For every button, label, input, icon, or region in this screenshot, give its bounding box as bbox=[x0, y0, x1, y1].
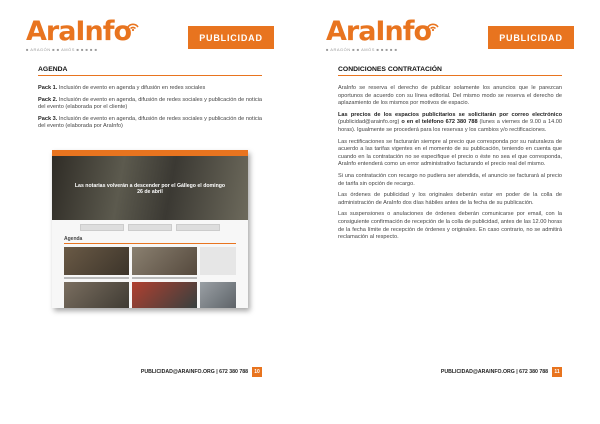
logo-text: AraInfo bbox=[326, 16, 431, 47]
agenda-card bbox=[200, 247, 236, 279]
pack-item: Pack 3. Inclusión de evento en agenda, difusión de redes sociales y publicación de noticia del evento (elaborada por AraInfo) bbox=[38, 115, 262, 130]
paragraph: Si una contratación con recargo no pudiera ser atendida, el anuncio se facturará al precio de tarifa sin opción de recargo. bbox=[338, 172, 562, 187]
agenda-grid bbox=[52, 247, 248, 308]
banner-row bbox=[52, 220, 248, 235]
agenda-website-screenshot bbox=[52, 150, 248, 308]
event-image bbox=[200, 247, 236, 275]
publicidad-label: PUBLICIDAD bbox=[488, 26, 574, 49]
conditions-text bbox=[338, 85, 562, 246]
event-image bbox=[64, 247, 129, 275]
event-image bbox=[132, 282, 197, 308]
page-header bbox=[26, 18, 274, 54]
pack-item: Pack 2. Inclusión de evento en agenda, difusión de redes sociales y publicación de noticia del evento (elaborada por el cliente) bbox=[38, 96, 262, 111]
agenda-card bbox=[200, 282, 236, 308]
arainfo-logo bbox=[326, 18, 431, 54]
banner bbox=[128, 224, 172, 231]
section-title-agenda: AGENDA bbox=[38, 66, 262, 76]
paragraph: Las rectificaciones se facturarán siempre al precio que corresponda por su naturaleza de acuerdo a las tarifas vigentes en el momento de su publicación, teniendo en cuenta que cuando en la contratación no se especifique el precio o éste no sea el que corresponda, AraInfo entenderá como un error administrativo facturando el precio real del mismo. bbox=[338, 138, 562, 168]
paragraph: AraInfo se reserva el derecho de publicar solamente los anuncios que le parezcan oportunos de acuerdo con su línea editorial. Del mismo modo se reserva el derecho de aplazamiento de los mismos por motivos de espacio. bbox=[338, 85, 562, 107]
banner bbox=[176, 224, 220, 231]
packs-list bbox=[38, 85, 262, 135]
section-title-conditions: CONDICIONES CONTRATACIÓN bbox=[338, 66, 562, 76]
agenda-card bbox=[132, 282, 197, 308]
event-image bbox=[64, 282, 129, 308]
logo-text: AraInfo bbox=[26, 16, 131, 47]
page-footer bbox=[441, 367, 562, 377]
hero-headline: Las notarias volverán a descender por el Gállego el domingo 26 de abril bbox=[74, 183, 226, 196]
footer-contact: PUBLICIDAD@ARAINFO.ORG | 672 380 788 bbox=[140, 369, 248, 375]
website-hero-image bbox=[52, 156, 248, 220]
logo-subtitle: ■ ARAGÓN ■ ■ AMÓS ■ ■ ■ ■ ■ bbox=[326, 47, 398, 52]
price-paragraph: Las precios de los espacios publicitarios se solicitarán por correo electrónico (publicidad@arainfo.org) o en el teléfono 672 380 788 (lunes a viernes de 9.00 a 14.00 horas). Igualmente se procederá para los reservas y los cambios y/o rectificaciones. bbox=[338, 111, 562, 133]
right-page bbox=[300, 0, 600, 424]
banner bbox=[80, 224, 124, 231]
arainfo-logo bbox=[26, 18, 131, 54]
page-footer bbox=[141, 367, 262, 377]
agenda-card bbox=[64, 247, 129, 279]
agenda-card bbox=[132, 247, 197, 279]
pack-item: Pack 1. Inclusión de evento en agenda y difusión en redes sociales bbox=[38, 85, 206, 91]
signal-icon bbox=[426, 19, 440, 33]
page-header bbox=[326, 18, 574, 54]
paragraph: Las suspensiones o anulaciones de órdenes deberán comunicarse por email, con la consiguiente confirmación de recepción de la colla de publicidad, antes de las 12.00 horas de la fecha límite de recepción de órdenes y originales. En caso contrario, no se admitirá reclamación al respecto. bbox=[338, 211, 562, 241]
agenda-heading: Agenda bbox=[64, 235, 236, 244]
page-number: 10 bbox=[252, 367, 262, 377]
logo-subtitle: ■ ARAGÓN ■ ■ AMÓS ■ ■ ■ ■ ■ bbox=[26, 47, 98, 52]
event-image bbox=[200, 282, 236, 308]
agenda-card bbox=[64, 282, 129, 308]
signal-icon bbox=[126, 19, 140, 33]
footer-contact: PUBLICIDAD@ARAINFO.ORG | 672 380 788 bbox=[440, 369, 548, 375]
paragraph: Las órdenes de publicidad y los originales deberán estar en poder de la colla de administración de AraInfo dos días hábiles antes de la fecha de su publicación. bbox=[338, 192, 562, 206]
event-image bbox=[132, 247, 197, 275]
page-number: 11 bbox=[552, 367, 562, 377]
publicidad-label: PUBLICIDAD bbox=[188, 26, 274, 49]
